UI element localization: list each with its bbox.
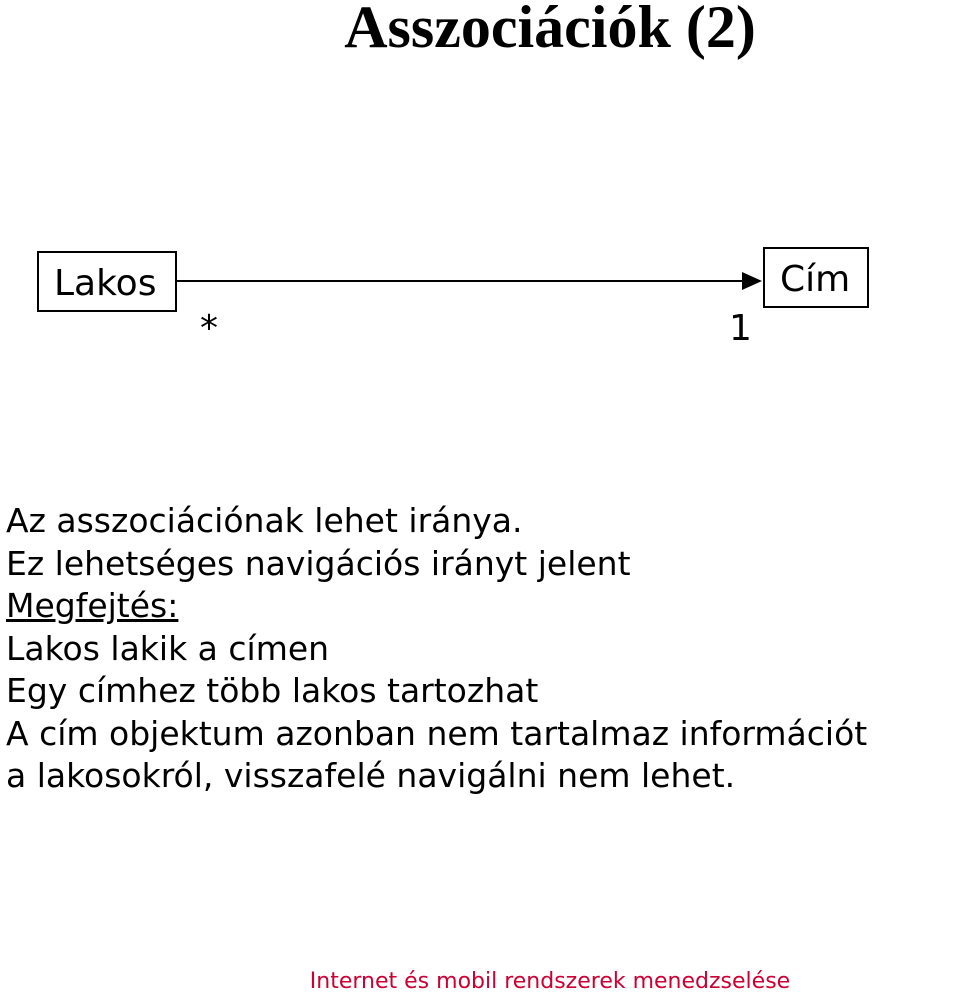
megfejtes-heading: Megfejtés: xyxy=(6,586,179,625)
navigation-arrowhead-icon xyxy=(742,272,762,290)
class-box-lakos xyxy=(38,252,176,311)
source-multiplicity: * xyxy=(200,308,218,349)
association-diagram xyxy=(0,0,960,400)
class-name-cim: Cím xyxy=(780,259,851,300)
text-line-4: Lakos lakik a címen xyxy=(6,628,330,668)
text-line-2: Ez lehetséges navigációs irányt jelent xyxy=(6,543,631,583)
slide-title: Asszociációk (2) xyxy=(344,0,756,60)
class-name-lakos: Lakos xyxy=(54,263,157,304)
text-line-1: Az asszociációnak lehet iránya. xyxy=(6,501,523,540)
explanation-text xyxy=(6,500,867,798)
text-line-6: A cím objektum azonban nem tartalmaz információt xyxy=(6,713,868,753)
class-box-cim xyxy=(764,248,868,307)
text-line-7: a lakosokról, visszafelé navigálni nem lehet. xyxy=(6,756,736,795)
text-line-5: Egy címhez több lakos tartozhat xyxy=(6,671,539,710)
text-line-3 xyxy=(6,585,867,628)
target-multiplicity: 1 xyxy=(729,308,752,349)
slide-footer: Internet és mobil rendszerek menedzselése xyxy=(309,969,791,994)
